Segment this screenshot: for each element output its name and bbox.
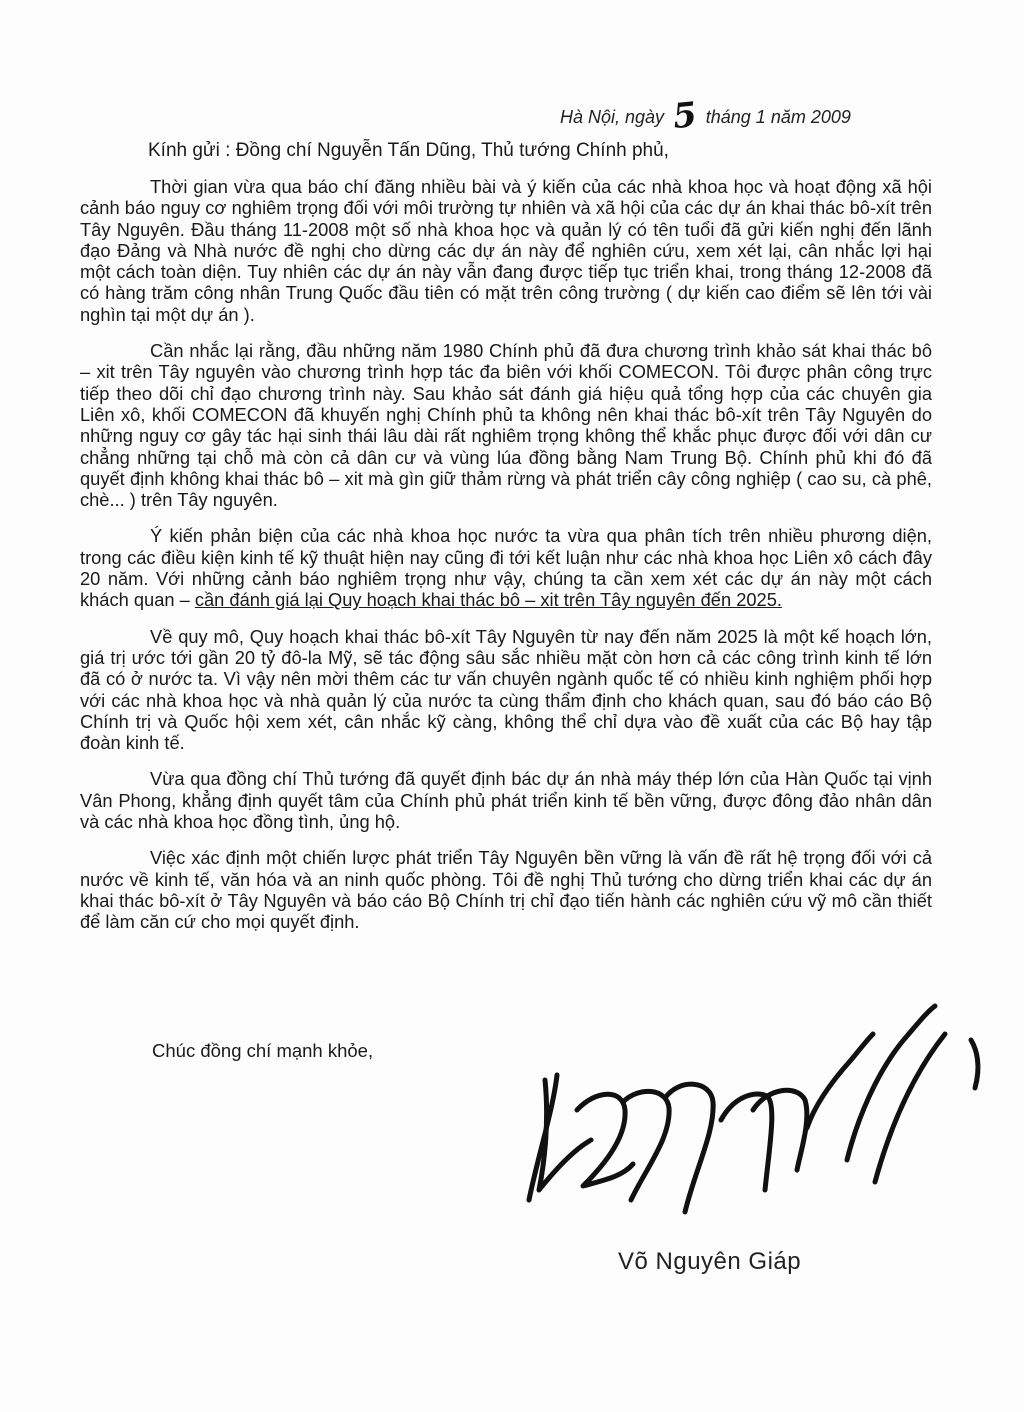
signer-name: Võ Nguyên Giáp [618,1248,802,1275]
paragraph-3-text: Ý kiến phản biện của các nhà khoa học nước ta vừa qua phân tích trên nhiều phương diện, trong các điều kiện kinh tế kỹ thuật hiện nay cũng đi tới kết luận như các nhà khoa học Liên xô cách đây 20 năm. Với những cảnh báo nghiêm trọng như vậy, chúng ta cần xem xét các dự án này một cách khách quan – [80,525,932,611]
paragraph-3 [80,525,932,610]
paragraph-3-underlined: cần đánh giá lại Quy hoạch khai thác bô – xit trên Tây nguyên đến 2025. [194,589,782,611]
letter-body [80,176,932,948]
paragraph-4: Về quy mô, Quy hoạch khai thác bô-xít Tây Nguyên từ nay đến năm 2025 là một kế hoạch lớn, giá trị ước tới gần 20 tỷ đô-la Mỹ, sẽ tác động sâu sắc nhiều mặt còn hơn cả các công trình kinh tế lớn đã có ở nước ta. Vì vậy nên mời thêm các tư vấn chuyên ngành quốc tế có nhiều kinh nghiệm phối hợp với các nhà khoa học và nhà quản lý của nước ta cùng thẩm định cho khách quan, sau đó báo cáo Bộ Chính trị và Quốc hội xem xét, cân nhắc kỹ càng, không thể chỉ dựa vào đề xuất của các Bộ hay tập đoàn kinh tế. [80,625,932,754]
handwritten-signature [515,1000,1015,1220]
dateline-suffix: tháng 1 năm 2009 [705,107,851,127]
closing-line: Chúc đồng chí mạnh khỏe, [152,1040,374,1061]
paragraph-1: Thời gian vừa qua báo chí đăng nhiều bài và ý kiến của các nhà khoa học và hoạt động xã hội cảnh báo nguy cơ nghiêm trọng đối với môi trường tự nhiên và xã hội của các dự án khai thác bô-xít trên Tây Nguyên. Đầu tháng 11-2008 một số nhà khoa học và quản lý có tên tuổi đã gửi kiến nghị đến lãnh đạo Đảng và Nhà nước đề nghị cho dừng các dự án này để nghiên cứu, xem xét lại, cân nhắc lợi hại một cách toàn diện. Tuy nhiên các dự án này vẫn đang được tiếp tục triển khai, trong tháng 12-2008 đã có hàng trăm công nhân Trung Quốc đầu tiên có mặt trên công trường ( dự kiến cao điểm sẽ lên tới vài nghìn tại một dự án ). [80,176,932,325]
paragraph-6: Việc xác định một chiến lược phát triển Tây Nguyên bền vững là vấn đề rất hệ trọng đối với cả nước về kinh tế, văn hóa và an ninh quốc phòng. Tôi đề nghị Thủ tướng cho dừng triển khai các dự án khai thác bô-xít ở Tây Nguyên và báo cáo Bộ Chính trị chỉ đạo tiến hành các nghiên cứu vỹ mô cần thiết để làm căn cứ cho mọi quyết định. [80,847,932,933]
paragraph-2: Cần nhắc lại rằng, đầu những năm 1980 Chính phủ đã đưa chương trình khảo sát khai thác bô – xit trên Tây nguyên vào chương trình hợp tác đa biên với khối COMECON. Tôi được phân công trực tiếp theo dõi chỉ đạo chương trình này. Sau khảo sát đánh giá hiệu quả tổng hợp của các chuyên gia Liên xô, khối COMECON đã khuyến nghị Chính phủ ta không nên khai thác bô-xít trên Tây Nguyên do những nguy cơ gây tác hại sinh thái lâu dài rất nghiêm trọng không thể khắc phục được đối với dân cư chẳng những tại chỗ mà còn cả dân cư và vùng lúa đồng bằng Nam Trung Bộ. Chính phủ khi đó đã quyết định không khai thác bô – xit mà gìn giữ thảm rừng và phát triển cây công nghiệp ( cao su, cà phê, chè... ) trên Tây nguyên. [80,340,932,511]
salutation: Kính gửi : Đồng chí Nguyễn Tấn Dũng, Thủ tướng Chính phủ, [148,140,669,161]
paragraph-5: Vừa qua đồng chí Thủ tướng đã quyết định bác dự án nhà máy thép lớn của Hàn Quốc tại vịnh Vân Phong, khẳng định quyết tâm của Chính phủ phát triển kinh tế bền vững, được đông đảo nhân dân và các nhà khoa học đồng tình, ủng hộ. [80,768,932,833]
dateline-day: 5 [671,94,699,138]
dateline-prefix: Hà Nội, ngày [560,107,665,127]
dateline [560,92,940,138]
